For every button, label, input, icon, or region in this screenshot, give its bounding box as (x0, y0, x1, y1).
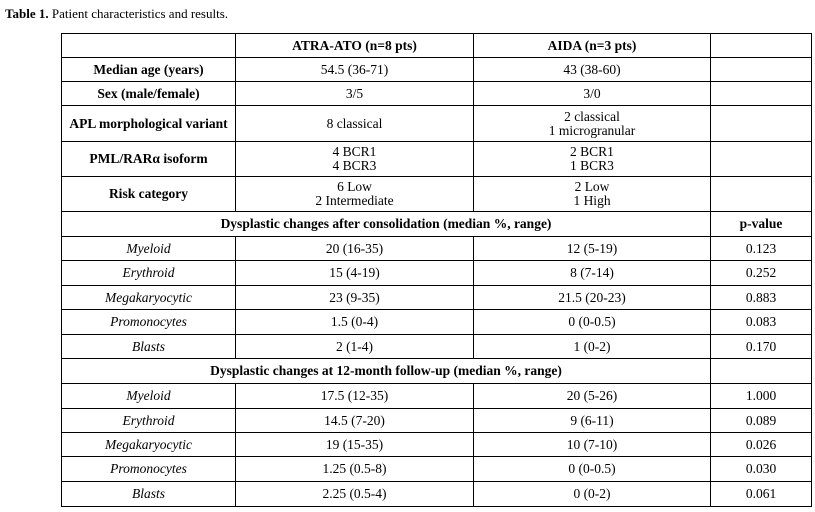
cell-aida: 12 (5-19) (474, 237, 711, 261)
table-caption (5, 6, 228, 22)
cell-pvalue: 0.026 (711, 433, 812, 457)
table-row (62, 177, 812, 212)
cell-aida: 43 (38-60) (474, 58, 711, 82)
table-row (62, 106, 812, 142)
caption-label: Table 1. (5, 6, 49, 21)
cell-atra-ato: 1.5 (0-4) (236, 310, 474, 335)
cell-pvalue: 0.170 (711, 335, 812, 359)
pvalue-header (711, 359, 812, 384)
cell-line: 2 Low (574, 179, 610, 194)
table-row (62, 142, 812, 177)
cell-aida: 21.5 (20-23) (474, 286, 711, 310)
cell-line: 4 BCR1 (332, 144, 377, 159)
patient-results-table (61, 33, 812, 507)
header-row (62, 34, 812, 58)
row-label: Erythroid (62, 261, 236, 286)
cell-aida: 8 (7-14) (474, 261, 711, 286)
cell-pvalue (711, 106, 812, 142)
cell-pvalue: 0.123 (711, 237, 812, 261)
cell-atra-ato: 3/5 (236, 82, 474, 106)
cell-aida: 3/0 (474, 82, 711, 106)
section-title: Dysplastic changes after consolidation (median %, range) (62, 212, 711, 237)
cell-pvalue: 0.089 (711, 409, 812, 433)
section-header-row (62, 212, 812, 237)
cell-atra-ato: 23 (9-35) (236, 286, 474, 310)
cell-aida: 0 (0-0.5) (474, 457, 711, 482)
cell-aida (474, 142, 711, 177)
cell-pvalue: 0.030 (711, 457, 812, 482)
table-row (62, 261, 812, 286)
cell-pvalue (711, 177, 812, 212)
cell-aida: 20 (5-26) (474, 384, 711, 409)
table-row (62, 409, 812, 433)
cell-atra-ato: 17.5 (12-35) (236, 384, 474, 409)
cell-pvalue: 0.883 (711, 286, 812, 310)
row-label: Megakaryocytic (62, 286, 236, 310)
cell-line: 2 classical (564, 108, 620, 124)
cell-aida: 0 (0-0.5) (474, 310, 711, 335)
cell-pvalue: 1.000 (711, 384, 812, 409)
header-atra-ato: ATRA-ATO (n=8 pts) (236, 34, 474, 58)
table-row (62, 384, 812, 409)
cell-pvalue: 0.252 (711, 261, 812, 286)
header-empty-cell (62, 34, 236, 58)
table-row (62, 457, 812, 482)
cell-atra-ato: 20 (16-35) (236, 237, 474, 261)
cell-atra-ato: 8 classical (236, 106, 474, 142)
cell-atra-ato: 15 (4-19) (236, 261, 474, 286)
cell-line: 2 BCR1 (570, 144, 614, 159)
cell-aida: 0 (0-2) (474, 482, 711, 507)
header-pvalue-cell (711, 34, 812, 58)
cell-pvalue: 0.083 (711, 310, 812, 335)
section-title: Dysplastic changes at 12-month follow-up (median %, range) (62, 359, 711, 384)
row-label: Megakaryocytic (62, 433, 236, 457)
cell-atra-ato: 2 (1-4) (236, 335, 474, 359)
row-label: Promonocytes (62, 457, 236, 482)
row-label: Myeloid (62, 237, 236, 261)
table-row (62, 310, 812, 335)
cell-atra-ato (236, 177, 474, 212)
row-label: Promonocytes (62, 310, 236, 335)
cell-line: 1 BCR3 (570, 158, 614, 173)
cell-pvalue (711, 142, 812, 177)
cell-line: 2 Intermediate (315, 193, 394, 208)
cell-pvalue (711, 82, 812, 106)
row-label: PML/RARα isoform (62, 142, 236, 177)
table-row (62, 58, 812, 82)
table-row (62, 433, 812, 457)
row-label: Sex (male/female) (62, 82, 236, 106)
cell-aida: 1 (0-2) (474, 335, 711, 359)
row-label: Median age (years) (62, 58, 236, 82)
table-row (62, 286, 812, 310)
table-row (62, 335, 812, 359)
row-label: Blasts (62, 482, 236, 507)
cell-atra-ato (236, 142, 474, 177)
cell-atra-ato: 14.5 (7-20) (236, 409, 474, 433)
cell-line: 4 BCR3 (332, 158, 377, 173)
table-row (62, 482, 812, 507)
cell-atra-ato: 2.25 (0.5-4) (236, 482, 474, 507)
table-row (62, 82, 812, 106)
cell-aida: 9 (6-11) (474, 409, 711, 433)
row-label: APL morphological variant (62, 106, 236, 142)
header-aida: AIDA (n=3 pts) (474, 34, 711, 58)
cell-atra-ato: 19 (15-35) (236, 433, 474, 457)
section-header-row (62, 359, 812, 384)
cell-atra-ato: 54.5 (36-71) (236, 58, 474, 82)
row-label: Blasts (62, 335, 236, 359)
row-label: Erythroid (62, 409, 236, 433)
row-label: Myeloid (62, 384, 236, 409)
cell-line: 6 Low (337, 179, 372, 194)
cell-aida (474, 177, 711, 212)
cell-line: 1 High (573, 193, 611, 208)
cell-aida (474, 106, 711, 142)
table-row (62, 237, 812, 261)
cell-line: 1 microgranular (548, 122, 636, 138)
cell-atra-ato: 1.25 (0.5-8) (236, 457, 474, 482)
cell-pvalue: 0.061 (711, 482, 812, 507)
pvalue-header: p-value (711, 212, 812, 237)
caption-text: Patient characteristics and results. (48, 6, 229, 21)
row-label: Risk category (62, 177, 236, 212)
cell-pvalue (711, 58, 812, 82)
cell-aida: 10 (7-10) (474, 433, 711, 457)
